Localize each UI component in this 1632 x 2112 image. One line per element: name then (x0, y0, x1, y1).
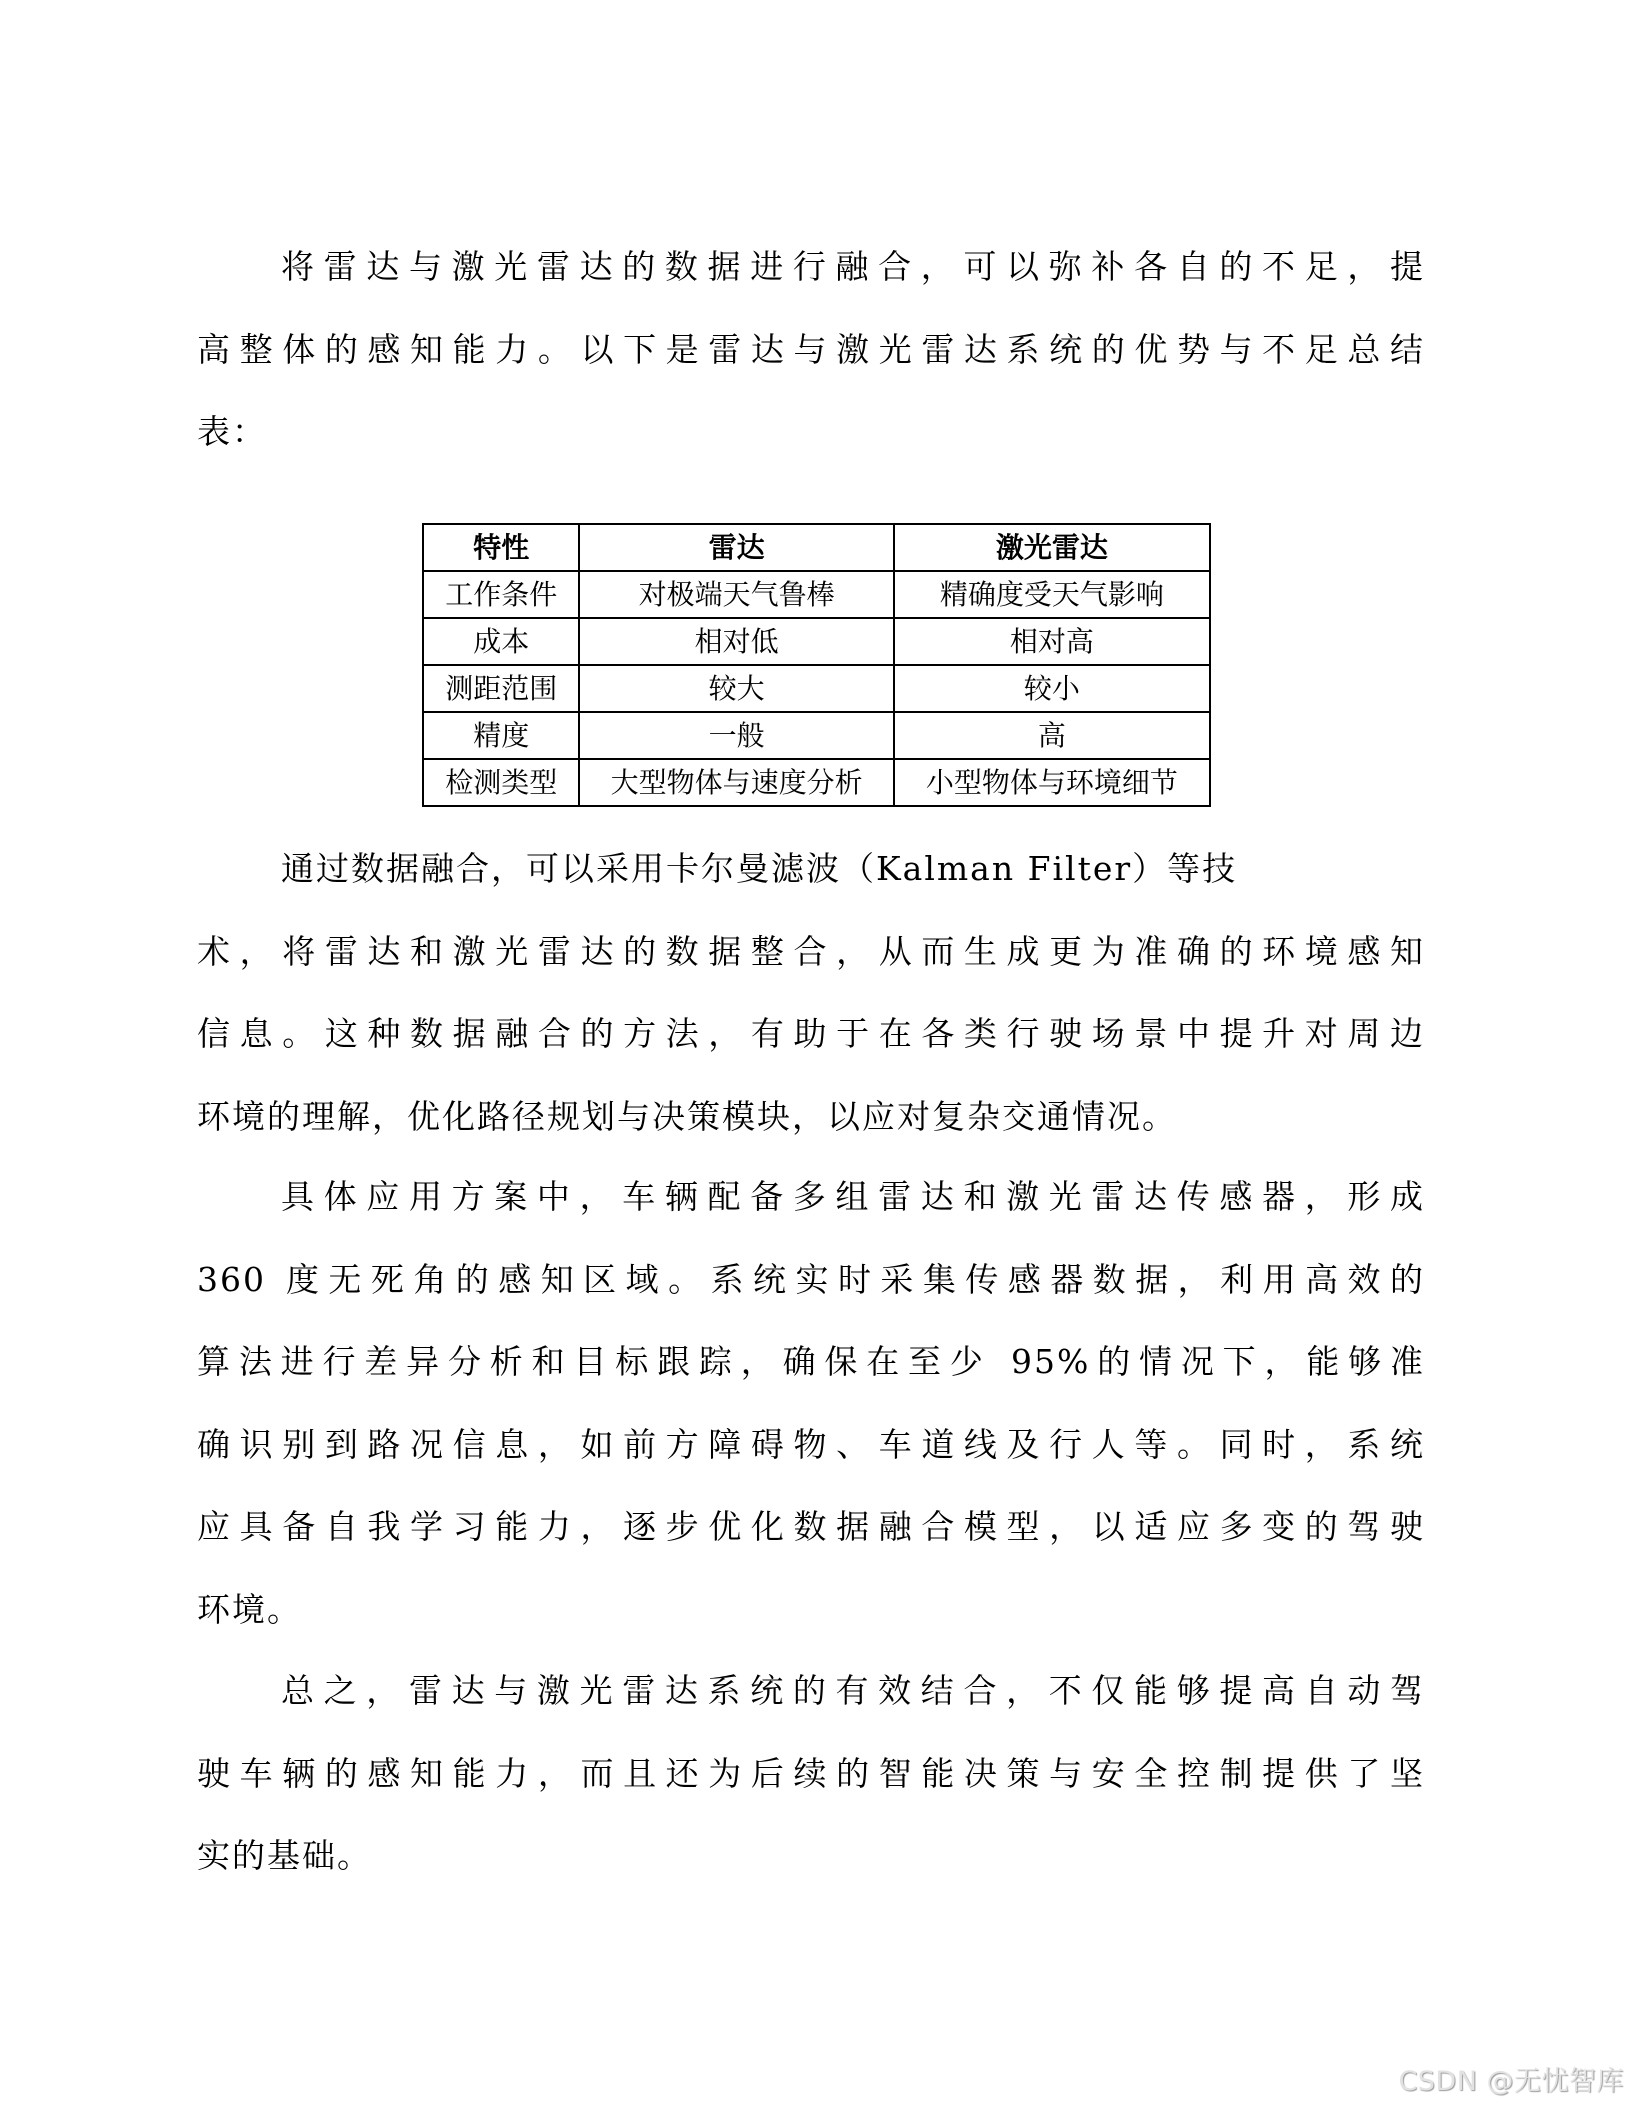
cell-radar: 大型物体与速度分析 (579, 759, 893, 806)
radar-lidar-comparison-table (422, 523, 1211, 807)
text-line: 环境的理解，优化路径规划与决策模块，以应对复杂交通情况。 (197, 1096, 1177, 1136)
cell-lidar: 精确度受天气影响 (894, 571, 1210, 618)
cell-lidar: 高 (894, 712, 1210, 759)
table-row (423, 759, 1210, 806)
csdn-watermark: CSDN @无忧智库 (1398, 2066, 1624, 2097)
cell-radar: 一般 (579, 712, 893, 759)
cell-feature: 工作条件 (423, 571, 579, 618)
header-lidar: 激光雷达 (894, 524, 1210, 571)
cell-feature: 测距范围 (423, 665, 579, 712)
text-line: 通过数据融合，可以采用卡尔曼滤波（Kalman Filter）等技 (281, 849, 1238, 888)
cell-feature: 检测类型 (423, 759, 579, 806)
cell-radar: 对极端天气鲁棒 (579, 571, 893, 618)
cell-feature: 精度 (423, 712, 579, 759)
text-line: 总之，雷达与激光雷达系统的有效结合，不仅能够提高自动驾 (281, 1671, 1425, 1710)
table-row (423, 571, 1210, 618)
text-line: 表： (197, 412, 267, 451)
text-line: 驶车辆的感知能力，而且还为后续的智能决策与安全控制提供了坚 (197, 1753, 1425, 1793)
text-line: 高整体的感知能力。以下是雷达与激光雷达系统的优势与不足总结 (197, 329, 1425, 369)
text-line: 应具备自我学习能力，逐步优化数据融合模型，以适应多变的驾驶 (197, 1507, 1425, 1546)
cell-lidar: 较小 (894, 665, 1210, 712)
text-line: 环境。 (197, 1589, 302, 1629)
cell-radar: 较大 (579, 665, 893, 712)
text-line: 具体应用方案中，车辆配备多组雷达和激光雷达传感器，形成 (281, 1177, 1425, 1216)
text-line: 将雷达与激光雷达的数据进行融合，可以弥补各自的不足，提 (281, 247, 1425, 286)
table-row (423, 618, 1210, 665)
text-line: 360 度无死角的感知区域。系统实时采集传感器数据，利用高效的 (197, 1259, 1425, 1299)
cell-feature: 成本 (423, 618, 579, 665)
paragraph-application (197, 1156, 1425, 1651)
paragraph-data-fusion (197, 828, 1425, 1158)
cell-lidar: 小型物体与环境细节 (894, 759, 1210, 806)
text-line: 术，将雷达和激光雷达的数据整合，从而生成更为准确的环境感知 (197, 931, 1425, 971)
cell-lidar: 相对高 (894, 618, 1210, 665)
text-line: 算法进行差异分析和目标跟踪，确保在至少 95%的情况下，能够准 (197, 1342, 1425, 1381)
text-line: 实的基础。 (197, 1836, 372, 1875)
paragraph-conclusion (197, 1650, 1425, 1898)
table-header-row (423, 524, 1210, 571)
table-row (423, 665, 1210, 712)
table-row (423, 712, 1210, 759)
text-line: 确识别到路况信息，如前方障碍物、车道线及行人等。同时，系统 (197, 1424, 1425, 1464)
header-radar: 雷达 (579, 524, 893, 571)
cell-radar: 相对低 (579, 618, 893, 665)
paragraph-intro (197, 226, 1425, 474)
header-feature: 特性 (423, 524, 579, 571)
text-line: 信息。这种数据融合的方法，有助于在各类行驶场景中提升对周边 (197, 1014, 1425, 1053)
